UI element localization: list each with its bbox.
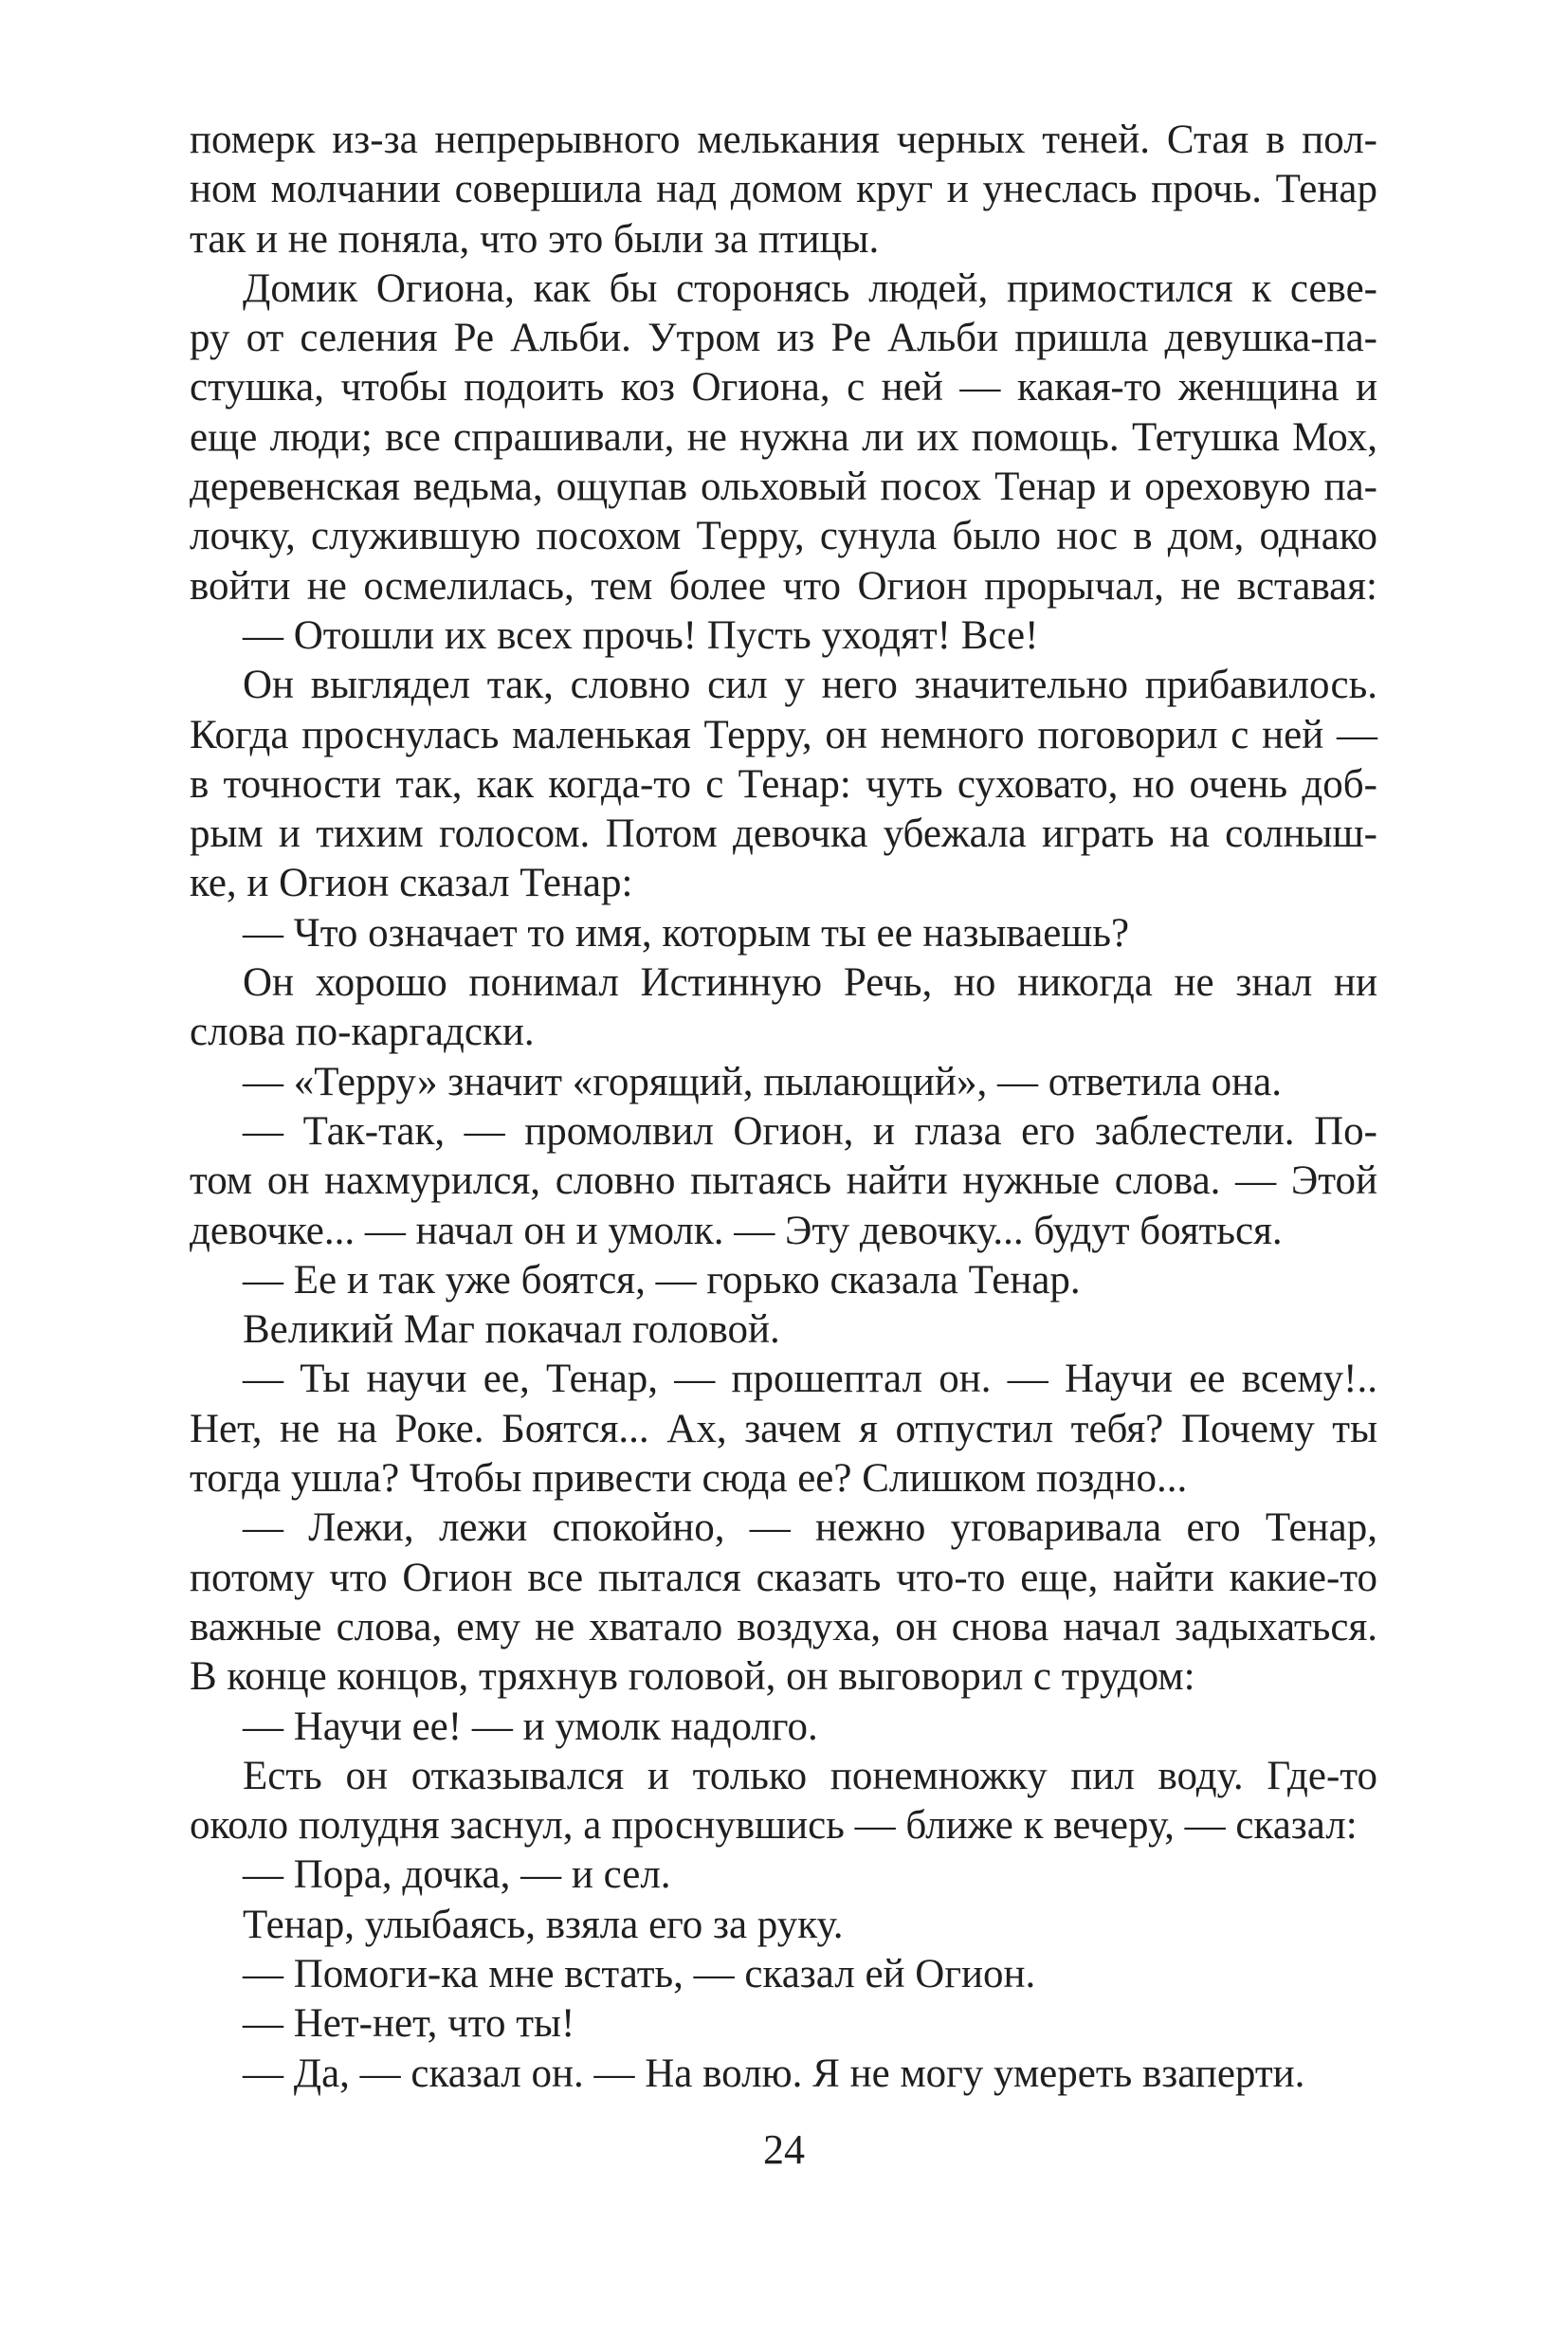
text-line: — «Терру» значит «горящий, пылающий», — ответила она. xyxy=(243,1059,1282,1104)
text-line: — Научи ее! — и умолк надолго. xyxy=(243,1704,818,1749)
paragraph xyxy=(190,1850,1377,1900)
text-line: Нет, не на Роке. Боятся... Ах, зачем я отпустил тебя? Почему ты xyxy=(190,1406,1377,1451)
paragraph xyxy=(190,1999,1377,2049)
paragraph xyxy=(190,1256,1377,1305)
paragraph xyxy=(190,1107,1377,1256)
paragraph xyxy=(190,611,1377,661)
text-line: Он хорошо понимал Истинную Речь, но никогда не знал ни xyxy=(243,960,1377,1006)
text-line: — Лежи, лежи спокойно, — нежно уговаривала его Тенар, xyxy=(243,1505,1377,1551)
paragraph xyxy=(190,1305,1377,1355)
text-line: Есть он отказывался и только понемножку пил воду. Где-то xyxy=(243,1753,1377,1798)
text-line: ке, и Огион сказал Тенар: xyxy=(190,861,633,906)
page-body xyxy=(190,116,1377,2099)
paragraph xyxy=(190,1752,1377,1851)
text-line: — Нет-нет, что ты! xyxy=(243,2001,575,2047)
paragraph xyxy=(190,264,1377,611)
text-line: рым и тихим голосом. Потом девочка убежала играть на солныш- xyxy=(190,811,1377,857)
paragraph xyxy=(190,1355,1377,1504)
text-line: тогда ушла? Чтобы привести сюда ее? Слишком поздно... xyxy=(190,1456,1188,1502)
paragraph xyxy=(190,116,1377,264)
paragraph xyxy=(190,1901,1377,1950)
text-line: — Да, — сказал он. — На волю. Я не могу умереть взаперти. xyxy=(243,2050,1305,2096)
text-line: около полудня заснул, а проснувшись — ближе к вечеру, — сказал: xyxy=(190,1803,1358,1849)
text-line: ру от селения Ре Альби. Утром из Ре Альби пришла девушка-па- xyxy=(190,316,1377,361)
text-line: стушка, чтобы подоить коз Огиона, с ней — какая-то женщина и xyxy=(190,365,1377,410)
paragraph xyxy=(190,1703,1377,1752)
text-line: так и не поняла, что это были за птицы. xyxy=(190,216,880,262)
text-line: Когда проснулась маленькая Терру, он немного поговорил с ней — xyxy=(190,712,1377,757)
paragraph xyxy=(190,1058,1377,1107)
paragraph xyxy=(190,1950,1377,1999)
text-line: Домик Огиона, как бы сторонясь людей, примостился к севе- xyxy=(243,265,1377,311)
text-line: еще люди; все спрашивали, не нужна ли их помощь. Тетушка Мох, xyxy=(190,414,1377,460)
paragraph xyxy=(190,1504,1377,1702)
text-line: войти не осмелилась, тем более что Огион прорычал, не вставая: xyxy=(190,563,1377,609)
text-line: слова по-каргадски. xyxy=(190,1010,535,1055)
paragraph xyxy=(190,661,1377,908)
text-line: — Ты научи ее, Тенар, — прошептал он. — Научи ее всему!.. xyxy=(243,1357,1377,1402)
text-line: в точности так, как когда-то с Тенар: чуть суховато, но очень доб- xyxy=(190,761,1377,807)
text-line: — Ее и так уже боятся, — горько сказала Тенар. xyxy=(243,1257,1081,1303)
text-line: потому что Огион все пытался сказать что-то еще, найти какие-то xyxy=(190,1555,1377,1600)
text-line: девочке... — начал он и умолк. — Эту девочку... будут бояться. xyxy=(190,1208,1283,1253)
text-line: Великий Маг покачал головой. xyxy=(243,1307,780,1353)
paragraph xyxy=(190,958,1377,1058)
text-line: лочку, служившую посохом Терру, сунула было нос в дом, однако xyxy=(190,514,1377,559)
paragraph xyxy=(190,2050,1377,2099)
text-line: Он выглядел так, словно сил у него значительно прибавилось. xyxy=(243,663,1377,708)
text-line: том он нахмурился, словно пытаясь найти нужные слова. — Этой xyxy=(190,1158,1377,1204)
text-line: — Так-так, — промолвил Огион, и глаза его заблестели. По- xyxy=(243,1108,1377,1154)
text-line: важные слова, ему не хватало воздуха, он снова начал задыхаться. xyxy=(190,1604,1377,1649)
text-line: померк из-за непрерывного мелькания черных теней. Стая в пол- xyxy=(190,118,1377,162)
text-line: Тенар, улыбаясь, взяла его за руку. xyxy=(243,1902,844,1947)
paragraph xyxy=(190,909,1377,958)
text-line: — Отошли их всех прочь! Пусть уходят! Все! xyxy=(243,612,1039,658)
text-line: деревенская ведьма, ощупав ольховый посох Тенар и ореховую па- xyxy=(190,465,1377,510)
page-number: 24 xyxy=(763,2126,805,2173)
text-line: ном молчании совершила над домом круг и унеслась прочь. Тенар xyxy=(190,167,1377,212)
text-line: — Помоги-ка мне встать, — сказал ей Огион. xyxy=(243,1951,1036,1996)
text-line: В конце концов, тряхнув головой, он выговорил с трудом: xyxy=(190,1654,1195,1700)
text-line: — Что означает то имя, которым ты ее называешь? xyxy=(243,910,1130,956)
text-line: — Пора, дочка, — и сел. xyxy=(243,1852,671,1898)
